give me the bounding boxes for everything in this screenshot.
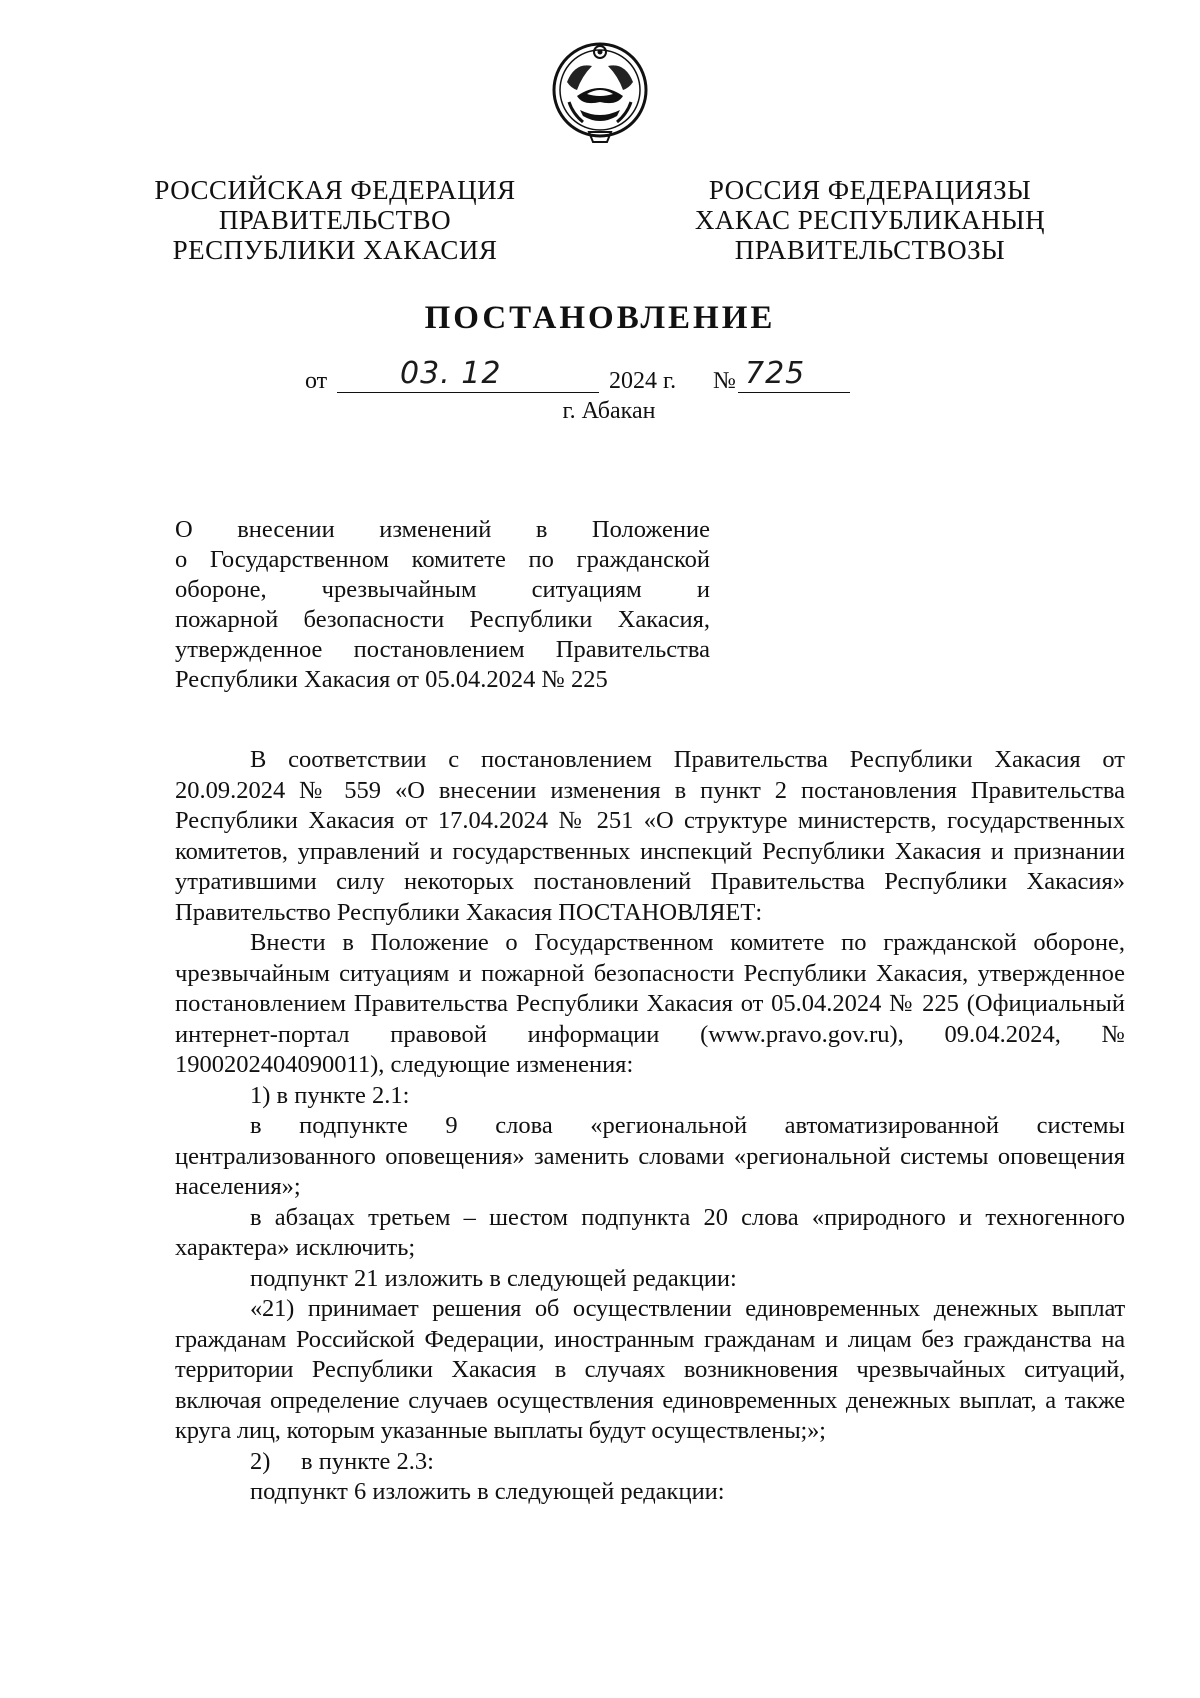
header-right-line: РОССИЯ ФЕДЕРАЦИЯЗЫ [708,175,1032,205]
body-paragraph: «21) принимает решения об осуществлении единовременных денежных выплат гражданам Российской Федерации, иностранным гражданам и лицам без гражданства на территории Республики Хакасия в случаях возникновения чрезвычайных ситуаций, включая определение случаев осуществления единовременных денежных выплат, а также круга лиц, которым указанные выплаты будут осуществлены;»; [175,1295,1125,1444]
handwritten-number: 725 [745,356,806,391]
subject-line: Республики Хакасия от 05.04.2024 № 225 [175,666,608,693]
body-paragraph: в подпункте 9 слова «региональной автоматизированной системы централизованного оповещения» заменить словами «региональной системы оповещения населения»; [175,1112,1125,1200]
header-left-russian [145,175,525,265]
body-paragraph: Внести в Положение о Государственном комитете по гражданской обороне, чрезвычайным ситуациям и пожарной безопасности Республики Хакасия, утвержденное постановлением Правительства Республики Хакасия от 05.04.2024 № 225 (Официальный интернет-портал правовой информации (www.pravo.gov.ru), 09.04.2024, № 1900202404090011), следующие изменения: [175,929,1125,1078]
date-underline [337,392,599,393]
year-label: 2024 г. [609,368,677,394]
handwritten-date: 03. 12 [400,356,502,391]
document-title: ПОСТАНОВЛЕНИЕ [424,300,776,336]
header-right-line: ПРАВИТЕЛЬСТВОЗЫ [734,235,1006,265]
subject-line: утвержденное постановлением Правительства [175,636,710,663]
subject-line: обороне, чрезвычайным ситуациям и [175,576,710,603]
number-underline [738,392,850,393]
document-subject [175,515,710,695]
body-paragraph: В соответствии с постановлением Правительства Республики Хакасия от 20.09.2024 № 559 «О внесении изменения в пункт 2 постановления Правительства Республики Хакасия от 17.04.2024 № 251 «О структуре министерств, государственных комитетов, управлений и государственных инспекций Республики Хакасия и признании утратившими силу некоторых постановлений Правительства Республики Хакасия» Правительство Республики Хакасия ПОСТАНОВЛЯЕТ: [175,746,1125,926]
subject-line: пожарной безопасности Республики Хакасия, [175,606,710,633]
header-left-line: РОССИЙСКАЯ ФЕДЕРАЦИЯ [154,175,516,205]
header-left-line: ПРАВИТЕЛЬСТВО [218,205,452,235]
subject-line: О внесении изменений в Положение [175,516,710,543]
body-paragraph: 2) в пункте 2.3: [250,1447,434,1475]
subject-line: о Государственном комитете по гражданской [175,546,710,573]
city-label: г. Абакан [562,398,656,424]
body-paragraph: подпункт 21 изложить в следующей редакции: [250,1264,737,1292]
date-number-line [305,356,905,402]
body-paragraph: подпункт 6 изложить в следующей редакции: [250,1478,725,1505]
number-label: № [713,368,736,394]
body-paragraph: в абзацах третьем – шестом подпункта 20 слова «природного и техногенного характера» исключить; [175,1203,1125,1261]
from-label: от [305,368,328,394]
header-right-khakas [690,175,1050,265]
header-left-line: РЕСПУБЛИКИ ХАКАСИЯ [172,235,498,265]
khakassia-coat-of-arms-icon [547,32,653,150]
body-paragraph: 1) в пункте 2.1: [250,1081,410,1109]
document-body [175,745,1125,1508]
header-right-line: ХАКАС РЕСПУБЛИКАНЫҢ [694,205,1046,235]
